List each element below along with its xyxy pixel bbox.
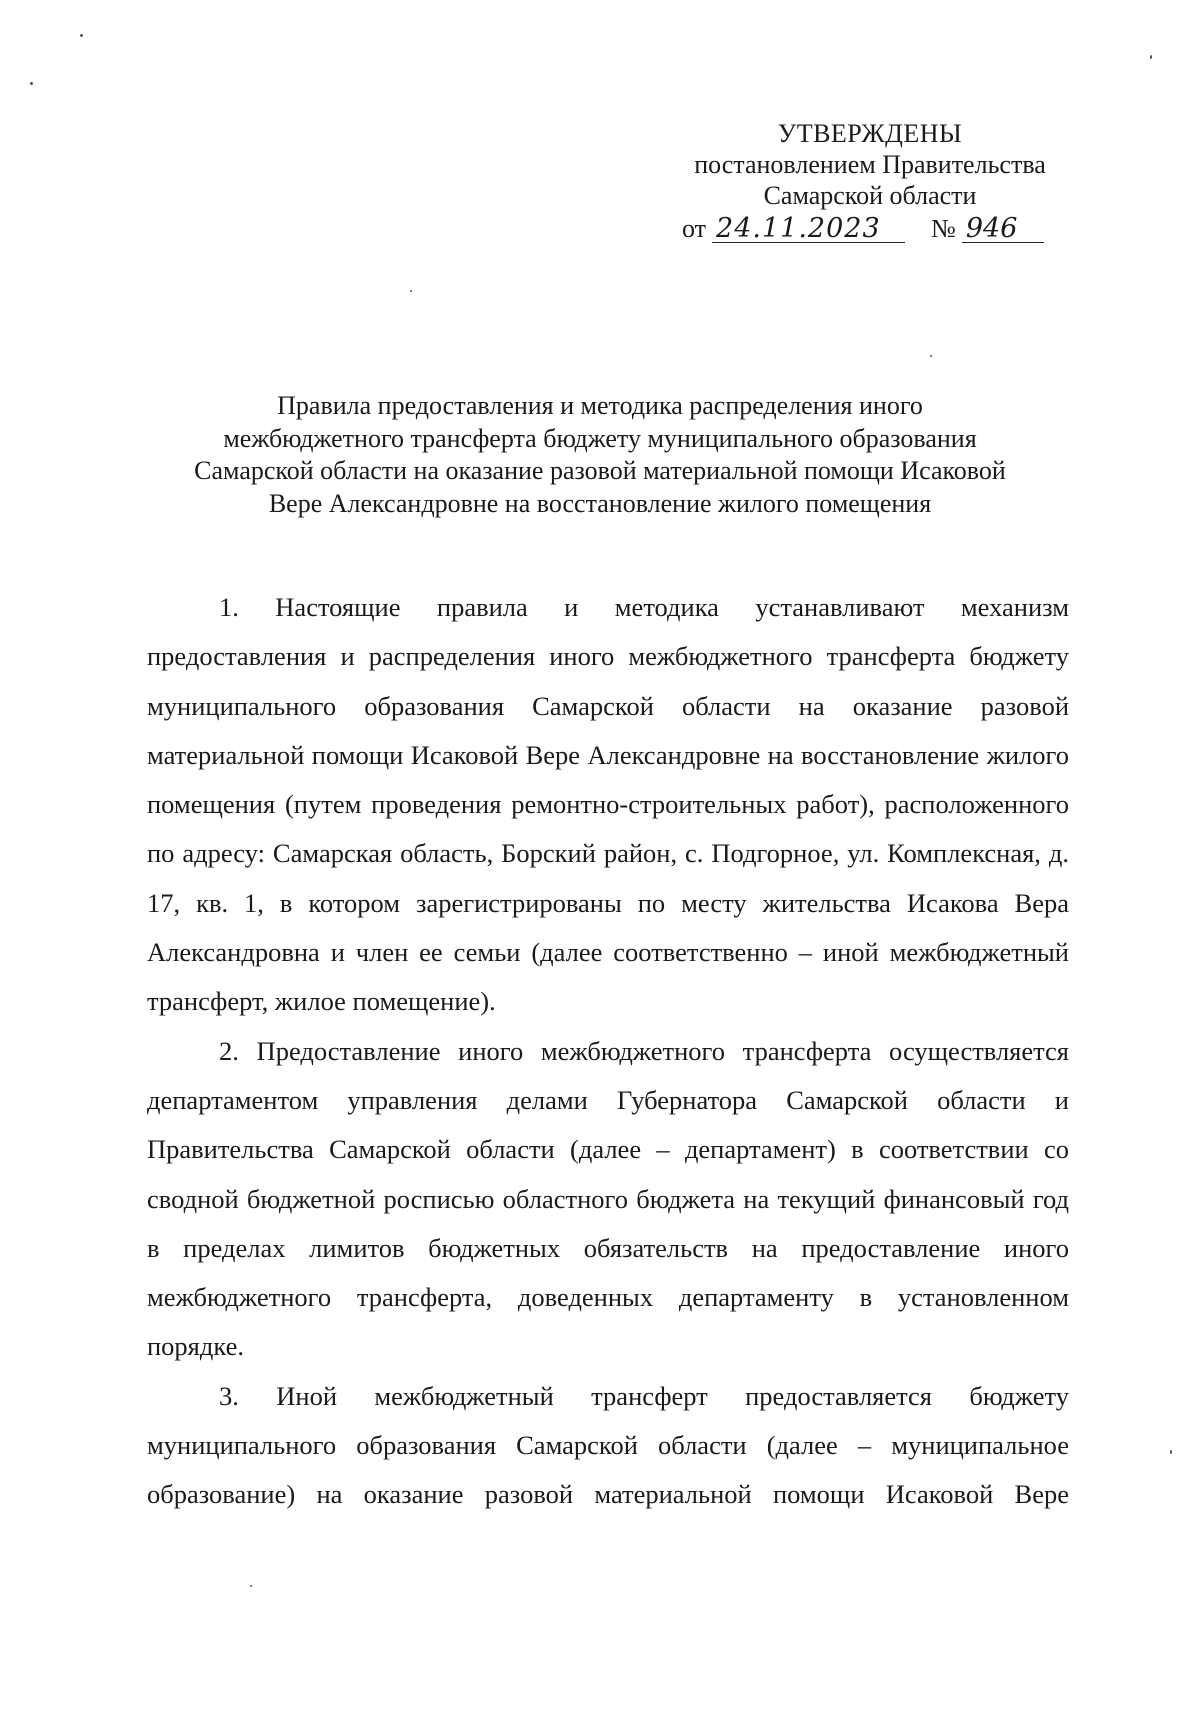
title-line-4: Вере Александровне на восстановление жилого помещения <box>268 488 932 518</box>
paragraph-3: 3. Иной межбюджетный трансферт предоставляется бюджету муниципального образования Самарской области (далее – муниципальное образование) на оказание разовой материальной помощи Исаковой Вере <box>147 1380 1069 1510</box>
title-line-2: межбюджетного трансферта бюджету муниципального образования <box>223 423 977 453</box>
scan-speck <box>80 34 83 37</box>
scan-speck <box>250 1585 252 1587</box>
title-line-3: Самарской области на оказание разовой материальной помощи Исаковой <box>194 456 1006 485</box>
title-line-1: Правила предоставления и методика распределения иного <box>277 391 923 420</box>
approval-block <box>660 118 1080 244</box>
approval-date-line <box>682 213 1080 244</box>
handwritten-number: 946 <box>962 216 1044 243</box>
approval-line-1: постановлением Правительства <box>694 150 1046 179</box>
scan-speck <box>30 82 33 85</box>
scan-speck <box>1150 55 1152 59</box>
scan-speck <box>410 290 412 292</box>
approval-heading: УТВЕРЖДЕНЫ <box>777 119 963 148</box>
scan-speck <box>930 355 932 357</box>
document-title <box>140 390 1060 520</box>
approval-line-2: Самарской области <box>763 181 977 210</box>
scan-speck <box>1170 1450 1172 1454</box>
number-prefix: № <box>931 214 956 243</box>
handwritten-date: 24.11.2023 <box>712 216 905 243</box>
document-body <box>147 583 1069 1520</box>
date-prefix: от <box>682 214 707 243</box>
paragraph-2: 2. Предоставление иного межбюджетного трансферта осуществляется департаментом управления делами Губернатора Самарской области и Правительства Самарской области (далее – департамент) в соответствии со сводной бюджетной росписью областного бюджета на текущий финансовый год в пределах лимитов бюджетных обязательств на предоставление иного межбюджетного трансферта, доведенных департаменту в установленном порядке. <box>147 1035 1069 1362</box>
paragraph-1: 1. Настоящие правила и методика устанавливают механизм предоставления и распределения иного межбюджетного трансферта бюджету муниципального образования Самарской области на оказание разовой материальной помощи Исаковой Вере Александровне на восстановление жилого помещения (путем проведения ремонтно-строительных работ), расположенного по адресу: Самарская область, Борский район, с. Подгорное, ул. Комплексная, д. 17, кв. 1, в котором зарегистрированы по месту жительства Исакова Вера Александровна и член ее семьи (далее соответственно – иной межбюджетный трансферт, жилое помещение). <box>147 592 1069 1017</box>
